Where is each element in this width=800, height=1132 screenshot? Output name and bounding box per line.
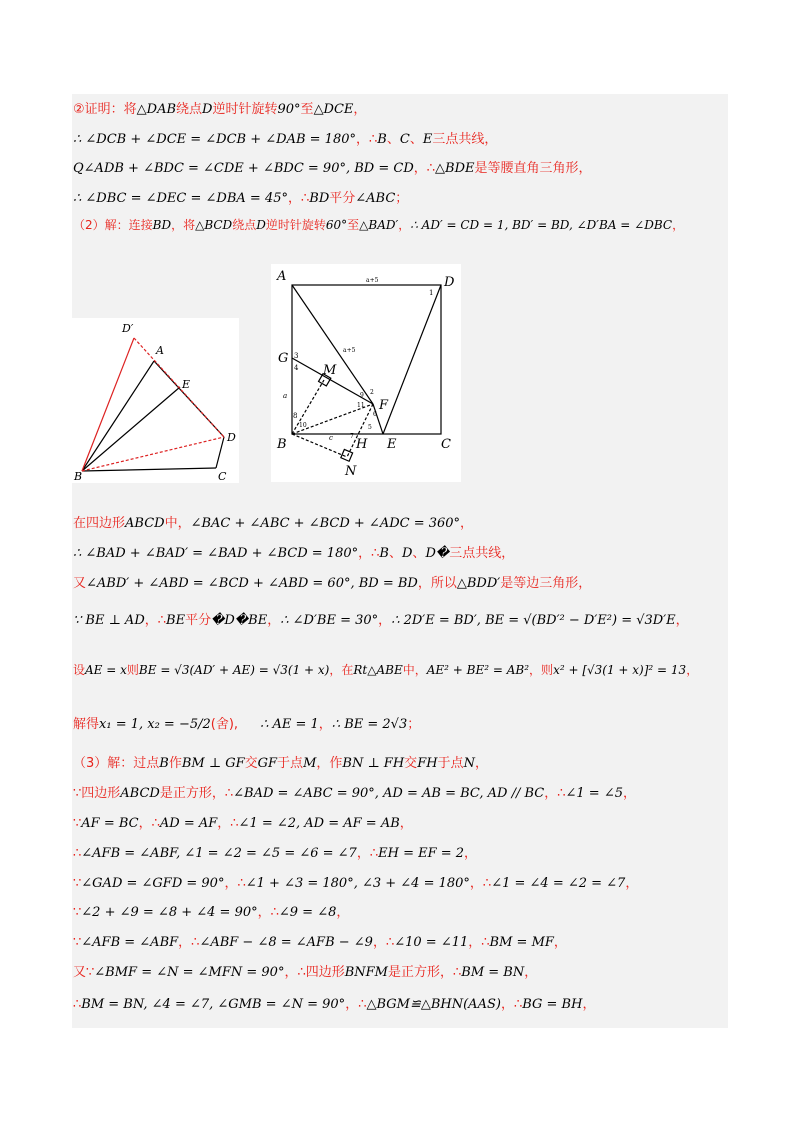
text: ， [336,905,350,920]
math: ∴ ∠DBC = ∠DEC = ∠DBA = 45° [73,191,288,206]
text: ，∴ [224,876,246,891]
math: △BDD′ [456,576,501,591]
math: ∠GAD = ∠GFD = 90° [81,876,225,891]
text: ， [474,756,488,771]
segment-DC [216,437,224,468]
label-side-a: a [283,392,288,400]
text: ； [395,191,409,206]
math: ∴ AE = 1 [260,717,319,732]
label-F: F [379,398,389,413]
math: BM = MF [489,935,554,950]
text: 、 [409,132,423,147]
math: C [399,132,410,147]
text: ，∴ [144,613,167,628]
math: ∠ABD′ + ∠ABD = ∠BCD + ∠ABD = 60°, BD = BD [86,576,418,591]
text: 、 [388,546,402,561]
math: ∴ ∠DCB + ∠DCE = ∠DCB + ∠DAB = 180° [73,132,356,147]
proof-line-11 [73,713,420,732]
math: ∠9 = ∠8 [278,905,337,920]
proof-line-17 [73,901,349,920]
label-B: B [74,470,83,483]
math: ∠10 = ∠11 [394,935,469,950]
text: ，则 [529,663,554,677]
segment-BM-dashed [292,380,324,434]
segment-BE [82,387,180,471]
text: ∵ [73,935,82,950]
text: ，∴ [500,997,523,1012]
text: ，∴ [372,935,395,950]
text: ，∴ [356,846,379,861]
math: EH = EF = 2 [378,846,465,861]
text: 平分 [185,613,212,628]
math: ∠BAD = ∠ABC = 90°, AD = AB = BC, AD // BC [233,786,545,801]
math: 60° [325,218,348,232]
text: ， [464,846,478,861]
text: 绕点 [176,102,203,117]
proof-line-19 [73,961,537,980]
text: ，∴ [178,935,200,950]
proof-line-14 [73,812,413,831]
text: ， [524,965,538,980]
angle-5: 5 [368,424,372,431]
text: ∴ [73,997,82,1012]
text: 、 [386,132,400,147]
proof-line-2 [73,128,497,147]
angle-6: 6 [373,411,377,418]
text: ， [399,816,413,831]
text: ， [398,218,411,232]
figure-square-construction [271,264,461,482]
proof-line-7 [73,542,514,561]
segment-BN-dashed [292,434,347,457]
segment-AF [292,285,373,404]
label-G: G [278,351,289,366]
math: ABCD [125,516,165,531]
label-D-prime: D′ [122,322,134,335]
math: B [379,546,389,561]
text: ， [460,516,474,531]
math: x² + [√3(1 + x)]² = 13 [553,663,687,677]
math: E [422,132,433,147]
text: （2）解：连接 [73,218,153,232]
text: 、 [412,546,426,561]
math: ∠BAC + ∠ABC + ∠BCD + ∠ADC = 360° [190,516,461,531]
math: ∴ AD′ = CD = 1, BD′ = BD, ∠D′BA = ∠DBC [410,218,673,232]
text: 在四边形 [73,516,126,531]
angle-9: 9 [360,392,364,399]
proof-line-9 [73,609,689,628]
label-A: A [277,269,287,284]
label-D: D [227,431,236,444]
text: 解得 [73,717,100,732]
text: ， [686,663,699,677]
angle-8: 8 [293,412,298,420]
math: ∠1 = ∠5 [565,786,623,801]
text: 逆时针旋转 [212,102,278,117]
text: 交 [404,756,418,771]
text: 于点 [437,756,464,771]
math: ABCD [120,786,160,801]
label-side-top: a+5 [366,277,379,284]
text: 至 [347,218,360,232]
math: ∠1 = ∠2, AD = AF = AB [238,816,400,831]
text: ∵ [73,876,82,891]
math: BN ⊥ FH [342,756,405,771]
text: 三点共线， [432,132,498,147]
label-M: M [323,363,337,378]
math: ∠BMF = ∠N = ∠MFN = 90° [94,965,285,980]
text: （3）解：过点 [73,756,160,771]
right-angle-N [341,449,353,461]
math: ∠ABF − ∠8 = ∠AFB − ∠9 [199,935,373,950]
math: BM = BN, ∠4 = ∠7, ∠GMB = ∠N = 90° [81,997,346,1012]
math: 90° [277,102,301,117]
text: ，∴ [138,816,160,831]
math: BM = BN [461,965,525,980]
text: ②证明：将 [73,102,137,117]
math: BD [152,218,172,232]
label-side-c: c [329,434,333,442]
text: 中， [402,663,427,677]
text: 又 [73,576,87,591]
text: ，将 [171,218,196,232]
proof-line-13 [73,782,636,801]
text: 是等边三角形， [500,576,592,591]
math: N [463,756,475,771]
label-H: H [356,437,368,452]
text: 则 [126,663,139,677]
math: x₁ = 1, x₂ = −5/2 [99,717,211,732]
text: 平分 [329,191,356,206]
text: ， [675,613,689,628]
angle-1: 1 [429,289,434,297]
math: △DCE [313,102,354,117]
label-side-AF: a+5 [343,347,356,354]
proof-line-15 [73,842,477,861]
math: BNFM [344,965,388,980]
proof-line-12 [73,752,488,771]
text: ∵ [73,905,82,920]
math: ∵ BE ⊥ AD [73,613,145,628]
label-E: E [387,437,397,452]
text: 至 [300,102,314,117]
text: (舍), [210,717,239,732]
math: FH [417,756,438,771]
text: ，∴ [345,997,367,1012]
math: ∠AFB = ∠ABF [81,935,179,950]
math: BE [166,613,186,628]
text: ，∴ [287,191,310,206]
proof-line-16 [73,872,638,891]
segment-CB [82,468,216,471]
math: GF [257,756,278,771]
text: ，∴ [356,132,378,147]
text: ； [407,717,421,732]
text: ， [672,218,685,232]
math: B [159,756,169,771]
text: ，∴ [358,546,380,561]
proof-line-20 [73,993,595,1012]
text: ，∴ [468,935,490,950]
angle-11: 11 [357,402,365,409]
text: 绕点 [232,218,257,232]
math: △BCD [195,218,233,232]
angle-2: 2 [370,389,374,396]
segment-DE [383,285,441,434]
math: BG = BH [522,997,583,1012]
math: �D�BE [211,613,268,628]
text: ，作 [316,756,343,771]
label-N: N [345,464,357,479]
square-ABCD [292,285,441,434]
proof-line-8 [73,572,591,591]
math: Rt△ABE [353,663,403,677]
figure-quadrilateral-rotation [72,318,239,483]
math: △BDE [435,161,475,176]
proof-line-4 [73,187,408,206]
label-A: A [156,344,164,357]
proof-line-10 [73,661,698,678]
text: ， [625,876,639,891]
math: ∠2 + ∠9 = ∠8 + ∠4 = 90° [81,905,258,920]
text: ， [318,717,332,732]
proof-line-1 [73,98,366,117]
math: ∴ 2D′E = BD′, BE = √(BD′² − D′E²) = √3D′E [391,613,676,628]
segment-BD-dashed [82,437,224,471]
math: BE = √3(AD′ + AE) = √3(1 + x) [138,663,330,677]
math: △DAB [136,102,177,117]
math: ∠1 + ∠3 = 180°, ∠3 + ∠4 = 180° [245,876,470,891]
proof-line-5 [73,216,684,233]
math: AE = x [85,663,127,677]
text: ，在 [329,663,354,677]
math: B [377,132,387,147]
text: ，∴ [217,816,239,831]
label-C: C [218,470,227,483]
math: △BAD′ [359,218,399,232]
angle-7: 7 [350,433,354,440]
math: ∴ ∠BAD + ∠BAD′ = ∠BAD + ∠BCD = 180° [73,546,359,561]
text: ，所以 [417,576,457,591]
text: ， [622,786,636,801]
math: ∠1 = ∠4 = ∠2 = ∠7 [491,876,626,891]
text: ， [353,102,367,117]
math: D� [425,546,450,561]
text: 又∵ [73,965,95,980]
math: △BGM≌△BHN(AAS) [366,997,501,1012]
label-E: E [182,378,191,391]
text: ，∴ [544,786,566,801]
label-D: D [444,275,455,290]
math: ∠ABC [355,191,396,206]
text: ，∴四边形 [284,965,345,980]
text: 是等腰直角三角形， [474,161,592,176]
math: D [202,102,213,117]
text: 逆时针旋转 [265,218,326,232]
text: ∵四边形 [73,786,121,801]
math: ∴ ∠D′BE = 30° [280,613,379,628]
text: 是正方形，∴ [388,965,462,980]
text: 于点 [277,756,304,771]
math: BD [309,191,330,206]
text: 作 [168,756,182,771]
proof-line-6 [73,512,473,531]
angle-4: 4 [294,364,299,372]
math: AE² + BE² = AB² [426,663,530,677]
text: 是正方形，∴ [159,786,234,801]
math: Q∠ADB + ∠BDC = ∠CDE + ∠BDC = 90°, BD = CD [73,161,414,176]
angle-3: 3 [294,352,299,360]
text: ， [582,997,596,1012]
proof-line-18 [73,931,567,950]
text: ，∴ [257,905,279,920]
angle-10: 10 [299,422,307,429]
label-C: C [441,437,451,452]
math: D [401,546,413,561]
text: ， [553,935,567,950]
text: 三点共线， [449,546,515,561]
math: AF = BC [81,816,139,831]
math: M [303,756,317,771]
text: ， [267,613,281,628]
label-B: B [277,437,287,452]
proof-line-3 [73,157,592,176]
math: BM ⊥ GF [181,756,245,771]
text: ，∴ [413,161,436,176]
text: ， [378,613,392,628]
text: 设 [73,663,86,677]
math: ∴ BE = 2√3 [331,717,408,732]
text: 中， [164,516,191,531]
math: D [256,218,266,232]
math: ∠AFB = ∠ABF, ∠1 = ∠2 = ∠5 = ∠6 = ∠7 [81,846,357,861]
text: ，∴ [469,876,492,891]
text: 交 [244,756,258,771]
math: AD = AF [159,816,218,831]
text: ∴ [73,846,82,861]
text: ∵ [73,816,82,831]
